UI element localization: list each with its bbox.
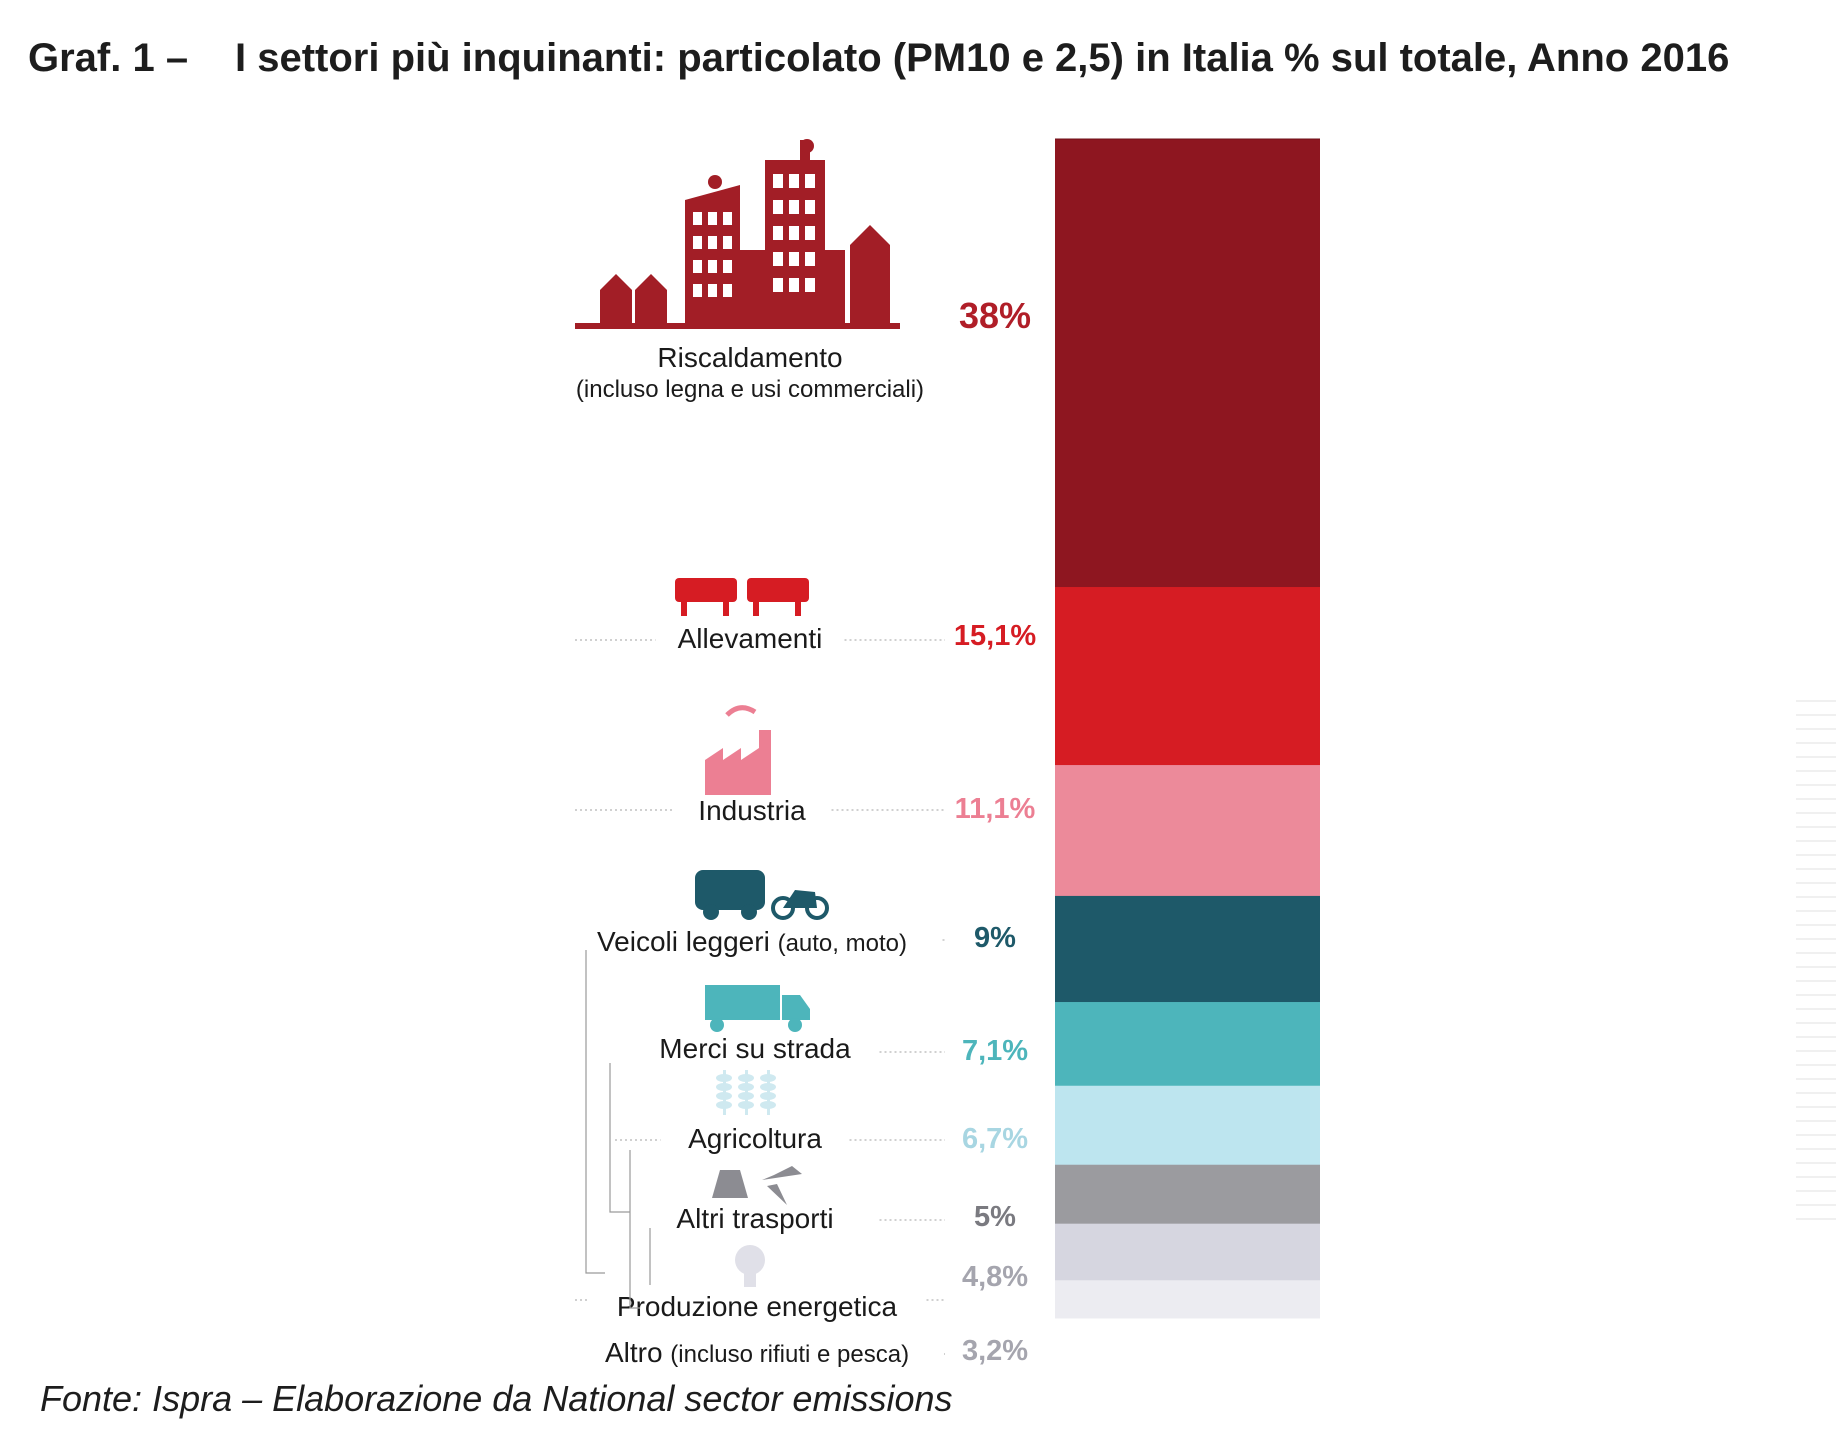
bar-segment-3 — [1055, 765, 1320, 896]
value-label-produzione-energetica: 4,8% — [961, 1261, 1029, 1293]
connector-brackets — [586, 950, 650, 1308]
figure-number: Graf. 1 – — [28, 36, 189, 80]
label-name-veicoli-leggeri: Veicoli leggeri — [597, 926, 778, 957]
car-motorbike-icon — [695, 870, 827, 920]
value-label-altro: 3,2% — [961, 1335, 1029, 1367]
note-veicoli-leggeri: (auto, moto) — [777, 930, 907, 957]
label-merci-su-strada: Merci su strada — [659, 1033, 851, 1064]
wheat-icon — [716, 1070, 776, 1115]
bar-segment-9 — [1055, 1280, 1320, 1318]
bar-segment-7 — [1055, 1165, 1320, 1224]
factory-icon — [705, 708, 771, 795]
label-riscaldamento: Riscaldamento — [657, 342, 843, 373]
bar-segment-2 — [1055, 587, 1320, 766]
value-label-veicoli-leggeri: 9% — [974, 922, 1016, 954]
background-texture — [1796, 700, 1836, 1220]
truck-icon — [705, 985, 810, 1032]
value-label-riscaldamento: 38% — [958, 295, 1032, 336]
label-industria: Industria — [698, 795, 806, 826]
bar-segment-5 — [1055, 1002, 1320, 1086]
value-label-allevamenti: 15,1% — [953, 620, 1037, 652]
value-label-merci-su-strada: 7,1% — [961, 1035, 1029, 1067]
label-allevamenti: Allevamenti — [677, 623, 823, 654]
note-altro: (incluso rifiuti e pesca) — [670, 1341, 910, 1368]
label-agricoltura: Agricoltura — [688, 1123, 822, 1154]
label-altri-trasporti: Altri trasporti — [676, 1203, 834, 1234]
lightbulb-icon — [735, 1245, 765, 1287]
bar-segment-8 — [1055, 1224, 1320, 1281]
ship-plane-icon — [712, 1166, 802, 1205]
label-altro — [605, 1337, 909, 1368]
city-factory-icon — [575, 139, 900, 329]
value-label-altri-trasporti: 5% — [974, 1201, 1016, 1233]
label-produzione-energetica: Produzione energetica — [616, 1291, 898, 1322]
bar-segment-1 — [1055, 139, 1320, 588]
bar-segment-4 — [1055, 896, 1320, 1003]
label-name-altro: Altro — [604, 1337, 671, 1368]
cows-icon — [675, 578, 809, 616]
bar-segment-6 — [1055, 1086, 1320, 1165]
label-veicoli-leggeri — [597, 926, 907, 957]
note-riscaldamento: (incluso legna e usi commerciali) — [575, 376, 925, 403]
figure-title: I settori più inquinanti: particolato (PM10 e 2,5) in Italia % sul totale, Anno 2016 — [235, 36, 1730, 80]
value-label-agricoltura: 6,7% — [961, 1123, 1029, 1155]
value-label-industria: 11,1% — [954, 793, 1036, 825]
source-note: Fonte: Ispra – Elaborazione da National sector emissions — [40, 1378, 953, 1419]
